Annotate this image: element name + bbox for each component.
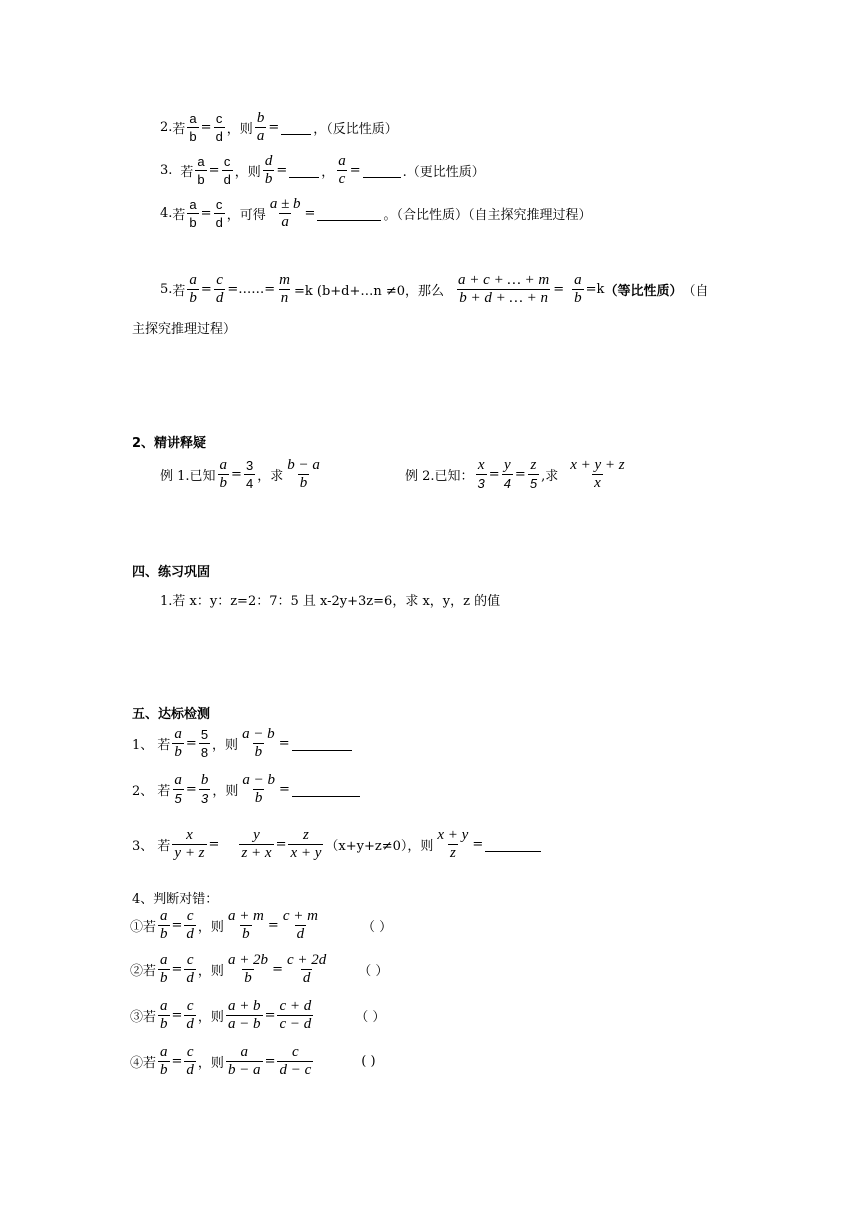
test-question-3: 3、 若 $\frac{x}{y + z}$ = $\frac{y}{z + x}$ = $\frac{z}{x + y}$ （x+y+z≠0），则 $\frac{x + y}{z}$ = xyxy=(132,827,543,862)
fraction-m-n: $\frac{m}{n}$ xyxy=(279,272,290,306)
fraction-sum: $\frac{a + c + \dots + m}{b + d + \dots + n}$ xyxy=(458,272,550,306)
fraction-a-b: $\frac{a}{b}$ xyxy=(160,1044,168,1078)
answer-parentheses: （ ） xyxy=(358,964,389,979)
property-label: ，（反比性质） xyxy=(313,122,398,137)
property-label: （等比性质） xyxy=(604,284,683,299)
judge-item-4: ④若 $\frac{a}{b}$ = $\frac{c}{d}$ ，则 $\frac{a}{b - a}$ = $\frac{c}{d - c}$ ( ) xyxy=(130,1044,376,1078)
fraction-y: $\frac{y}{z + x}$ xyxy=(241,827,272,861)
property-5: 5. 若 $\frac{a}{b}$ = $\frac{c}{d}$ =……= $\frac{m}{n}$ =k (b+d+…n ≠0，那么 $\frac{a + c + \dots + m}{b + d + \dots + n}$ = $\frac{a}{b}$ =k （等比性质） （自 xyxy=(160,272,709,306)
judge-item-1: ①若 $\frac{a}{b}$ = $\frac{c}{d}$ ，则 $\frac{a + m}{b}$ = $\frac{c + m}{d}$ （ ） xyxy=(130,908,393,942)
practice-question-1: 1.若 x：y：z=2：7：5 且 x-2y+3z=6，求 x，y，z 的值 xyxy=(160,594,501,609)
property-4: 4. 若 $\frac{a}{b}$ = $\frac{c}{d}$ ，可得 $\frac{a \pm b}{a}$ = 。（合比性质）（自主探究推理过程） xyxy=(160,196,592,230)
section-heading-dabiao: 五、达标检测 xyxy=(132,707,211,722)
item-number: 3. xyxy=(160,163,173,178)
fraction-left: $\frac{a + m}{b}$ xyxy=(227,908,264,942)
answer-parentheses: （ ） xyxy=(361,920,393,935)
example-2: 例 2.已知： $\frac{x}{3}$ = $\frac{y}{4}$ = $\frac{z}{5}$ ,求 $\frac{x + y + z}{x}$ xyxy=(405,457,625,491)
property-label: .（更比性质） xyxy=(402,165,485,180)
kede-text: ，可得 xyxy=(226,208,266,223)
example-label: 例 1.已知 xyxy=(160,469,216,484)
example-label: 例 2.已知： xyxy=(405,469,474,484)
item-mark: ④若 xyxy=(130,1056,157,1071)
test-question-4-label: 4、判断对错： xyxy=(132,892,219,907)
answer-blank xyxy=(292,736,352,751)
judge-item-3: ③若 $\frac{a}{b}$ = $\frac{c}{d}$ ，则 $\frac{a + b}{a - b}$ = $\frac{c + d}{c - d}$ （ ） xyxy=(130,998,386,1032)
question-label: 3、 若 xyxy=(132,839,171,854)
fraction-a-b: $\frac{a}{b}$ xyxy=(160,908,168,942)
fraction-a-b: $\frac{a}{b}$ xyxy=(189,197,197,230)
qiu-text: ，求 xyxy=(257,469,284,484)
item-mark: ③若 xyxy=(130,1010,157,1025)
property-3: 3. 若 $\frac{a}{b}$ = $\frac{c}{d}$ ，则 $\frac{d}{b}$ = ， $\frac{a}{c}$ = .（更比性质） xyxy=(160,153,485,187)
property-tail: （自 xyxy=(682,284,709,299)
fraction-c-d: $\frac{c}{d}$ xyxy=(215,197,223,230)
fraction-left: $\frac{a + b}{a - b}$ xyxy=(227,998,261,1032)
answer-parentheses: （ ） xyxy=(355,1010,386,1025)
question-label: 1、 若 xyxy=(132,738,171,753)
section-heading-jingjiang: 2、精讲释疑 xyxy=(132,436,207,451)
fraction-a-b: $\frac{a}{b}$ xyxy=(189,272,197,306)
equals-sign: = xyxy=(553,282,565,297)
answer-blank xyxy=(289,163,319,178)
fraction-right: $\frac{c + d}{c - d}$ xyxy=(279,998,312,1032)
ze-text: ，则 xyxy=(197,1010,224,1025)
fraction-b-a: $\frac{b}{a}$ xyxy=(256,110,265,144)
fraction-a-5: $\frac{a}{5}$ xyxy=(174,772,182,806)
condition-text: （x+y+z≠0），则 xyxy=(325,839,434,854)
fraction-target: $\frac{a - b}{b}$ xyxy=(242,772,275,806)
separator: ， xyxy=(321,165,335,180)
ze-text: ，则 xyxy=(197,1056,224,1071)
property-2: 2. 若 $\frac{a}{b}$ = $\frac{c}{d}$ ，则 $\frac{b}{a}$ = ，（反比性质） xyxy=(160,110,398,144)
fraction-right: $\frac{c}{d - c}$ xyxy=(279,1044,312,1078)
fraction-a-b: $\frac{a}{b}$ xyxy=(160,952,168,986)
ze-text: ，则 xyxy=(226,122,253,137)
ruo-text: 若 xyxy=(180,165,194,180)
ruo-text: 若 xyxy=(172,284,186,299)
ze-text: ，则 xyxy=(197,920,224,935)
fraction-left: $\frac{a + 2b}{b}$ xyxy=(227,952,269,986)
ze-text: ，则 xyxy=(234,165,261,180)
fraction-c-d: $\frac{c}{d}$ xyxy=(186,1044,194,1078)
fraction-right: $\frac{c + m}{d}$ xyxy=(282,908,318,942)
fraction-target: $\frac{a - b}{b}$ xyxy=(242,726,275,760)
fraction-c-d: $\frac{c}{d}$ xyxy=(215,272,224,306)
fraction-a-b: $\frac{a}{b}$ xyxy=(160,998,168,1032)
fraction-c-d: $\frac{c}{d}$ xyxy=(223,154,231,187)
property-label: 。（合比性质）（自主探究推理过程） xyxy=(383,208,592,223)
fraction-a-c: $\frac{a}{c}$ xyxy=(338,153,346,187)
fraction-a-b: $\frac{a}{b}$ xyxy=(189,111,197,144)
ellipsis-equals: =……= xyxy=(227,282,276,297)
fraction-d-b: $\frac{d}{b}$ xyxy=(264,153,273,187)
item-number: 2. xyxy=(160,120,173,135)
k-condition: =k (b+d+…n ≠0，那么 xyxy=(293,284,445,299)
answer-blank xyxy=(292,782,360,797)
judge-item-2: ②若 $\frac{a}{b}$ = $\frac{c}{d}$ ，则 $\frac{a + 2b}{b}$ = $\frac{c + 2d}{d}$ （ ） xyxy=(130,952,389,986)
item-number: 5. xyxy=(160,282,173,297)
fraction-z-5: $\frac{z}{5}$ xyxy=(529,457,538,491)
fraction-a-b: $\frac{a}{b}$ xyxy=(197,154,205,187)
fraction-a-b: $\frac{a}{b}$ xyxy=(174,726,182,760)
fraction-a-b: $\frac{a}{b}$ xyxy=(219,457,228,491)
qiu-text: ,求 xyxy=(541,469,559,484)
fraction-target: $\frac{x + y}{z}$ xyxy=(437,827,469,861)
answer-blank xyxy=(485,837,541,852)
answer-blank xyxy=(317,206,381,221)
fraction-c-d: $\frac{c}{d}$ xyxy=(186,952,194,986)
question-label: 2、 若 xyxy=(132,784,171,799)
property-5-line2: 主探究推理过程） xyxy=(132,322,237,337)
fraction-x: $\frac{x}{y + z}$ xyxy=(174,827,205,861)
item-number: 4. xyxy=(160,206,173,221)
example-1: 例 1.已知 $\frac{a}{b}$ = $\frac{3}{4}$ ，求 $\frac{b - a}{b}$ xyxy=(160,457,320,491)
fraction-c-d: $\frac{c}{d}$ xyxy=(186,998,194,1032)
fraction-x-3: $\frac{x}{3}$ xyxy=(477,457,485,491)
fraction-5-8: $\frac{5}{8}$ xyxy=(200,727,209,760)
test-question-1: 1、 若 $\frac{a}{b}$ = $\frac{5}{8}$ ，则 $\frac{a - b}{b}$ = xyxy=(132,726,354,761)
ze-text: ，则 xyxy=(197,964,224,979)
fraction-target: $\frac{b - a}{b}$ xyxy=(287,457,320,491)
fraction-ratio: $\frac{3}{4}$ xyxy=(245,458,254,491)
answer-parentheses: ( ) xyxy=(361,1054,376,1069)
ruo-text: 若 xyxy=(172,208,186,223)
fraction-c-d: $\frac{c}{d}$ xyxy=(215,111,223,144)
fraction-target: $\frac{x + y + z}{x}$ xyxy=(570,457,625,491)
ze-text: ，则 xyxy=(212,784,239,799)
fraction-b-3: $\frac{b}{3}$ xyxy=(200,772,209,806)
answer-blank xyxy=(363,163,401,178)
fraction-a-b-2: $\frac{a}{b}$ xyxy=(574,272,582,306)
ze-text: ，则 xyxy=(212,738,239,753)
fraction-c-d: $\frac{c}{d}$ xyxy=(186,908,194,942)
fraction-left: $\frac{a}{b - a}$ xyxy=(227,1044,261,1078)
fraction-z: $\frac{z}{x + y}$ xyxy=(290,827,322,861)
section-heading-lianxi: 四、练习巩固 xyxy=(132,565,211,580)
item-mark: ②若 xyxy=(130,964,157,979)
test-question-2: 2、 若 $\frac{a}{5}$ = $\frac{b}{3}$ ，则 $\frac{a - b}{b}$ = xyxy=(132,772,362,807)
item-mark: ①若 xyxy=(130,920,157,935)
fraction-y-4: $\frac{y}{4}$ xyxy=(503,457,511,491)
ruo-text: 若 xyxy=(172,122,186,137)
k-equals: =k xyxy=(585,282,605,297)
fraction-a-pm-b-over-a: $\frac{a \pm b}{a}$ xyxy=(269,196,301,230)
fraction-right: $\frac{c + 2d}{d}$ xyxy=(286,952,327,986)
answer-blank xyxy=(281,120,311,135)
